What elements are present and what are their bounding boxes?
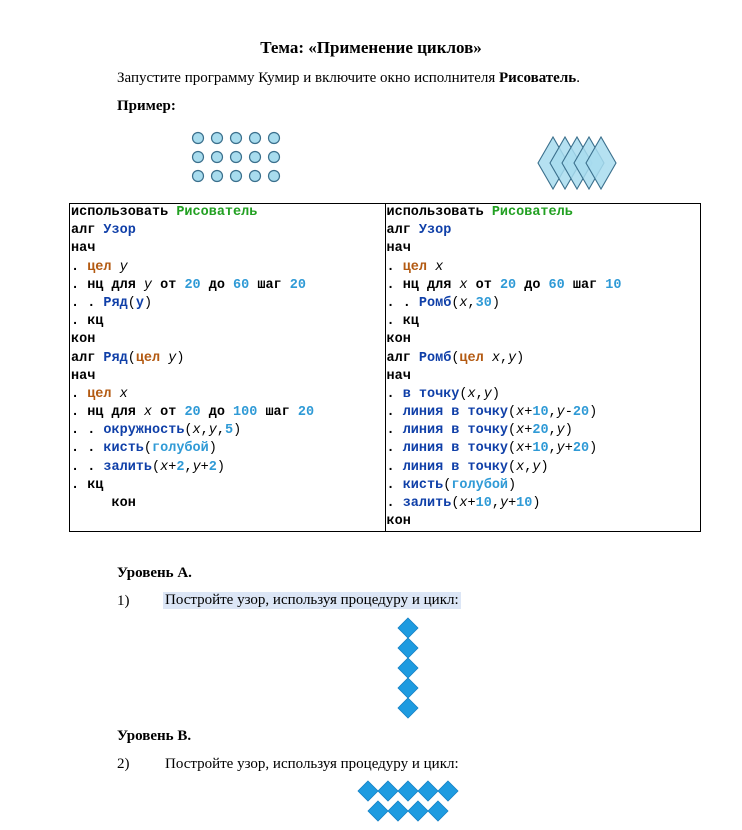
circle [212,171,223,182]
circle-grid [193,133,280,182]
code-token: ) [589,441,598,457]
code-token: x [459,295,468,311]
circle [269,133,280,144]
code-token: . [386,441,403,457]
circle [250,152,261,163]
code-token: . кц [71,314,104,330]
code-token: Узор [103,223,136,239]
code-token: , [491,496,500,511]
code-token: ) [208,441,217,457]
code-token: + [200,459,209,475]
code-token: ( [459,386,468,402]
intro-text [117,70,580,87]
code-token: . [386,259,403,275]
code-token: + [168,459,177,475]
code-token: кон [386,514,411,530]
code-token: залить [402,496,452,511]
code-token: от [467,277,500,293]
diamond [398,638,418,658]
code-line [387,295,701,313]
code-token: алг [386,350,419,366]
code-line [387,368,701,386]
code-token: Рисователь [176,205,258,220]
code-line [71,477,385,495]
code-line [71,277,385,295]
task-2-text: Постройте узор, используя процедуру и цикл: [165,756,459,772]
code-token: x [516,405,525,421]
code-line [387,350,701,368]
code-token: y [135,295,144,311]
code-line [387,422,701,440]
code-line [387,440,701,458]
circle [250,171,261,182]
code-token: . кц [386,314,419,330]
code-line [387,477,701,495]
code-token: y [119,259,128,275]
code-token: 20 [289,277,306,293]
code-token: 2 [208,459,217,475]
code-token: кисть [402,477,444,493]
code-token: алг [71,223,104,239]
code-token: y [192,459,201,475]
code-token: алг [386,223,419,239]
code-token: нач [71,368,96,384]
code-token: линия в точку [402,423,509,439]
code-token: от [152,277,185,293]
code-token: x [467,386,476,402]
code-line [71,350,385,368]
code-line [387,204,701,222]
code-token: ( [443,477,452,493]
diamond [428,801,448,821]
code-line [387,495,701,513]
code-token: до [200,277,234,293]
code-token: ( [127,350,136,366]
diamond [398,698,418,718]
code-token: , [184,459,193,475]
diamond [358,781,378,801]
code-left-lines [71,204,385,513]
code-token: линия в точку [402,441,509,457]
code-token: x [459,496,468,511]
code-token: кисть [103,441,144,457]
code-token: голубой [152,441,209,457]
code-line [71,422,385,440]
code-token: . [386,459,403,475]
code-line [387,513,701,531]
code-token: , [216,423,225,439]
code-token: до [516,277,549,293]
code-token: ( [451,496,460,511]
code-token: 20 [499,277,517,293]
code-token: . [386,386,403,402]
code-right-lines [387,204,701,531]
code-token: шаг [564,277,606,293]
code-token: x [119,386,128,402]
code-token: . . [71,441,104,457]
code-token: + [524,423,533,439]
code-token: ( [508,405,517,421]
code-token: цел [402,259,428,275]
level-a-heading: Уровень А. [117,565,192,581]
code-line [387,459,701,477]
code-token: , [548,423,557,439]
diamond [398,618,418,638]
code-token: . [386,423,403,439]
diamond [398,658,418,678]
circle [231,152,242,163]
code-token: нач [71,241,96,257]
code-line [71,404,385,422]
code-token: кон [386,332,411,348]
code-token: x [491,350,500,366]
diamond [368,801,388,821]
code-line [387,259,701,277]
code-token: . нц для [386,277,460,293]
task-2-figure [356,779,460,825]
code-token: , [548,441,557,457]
code-token: 10 [532,405,549,421]
code-token: залить [103,459,153,475]
code-token: 10 [475,496,492,511]
code-line [71,368,385,386]
code-token: до [200,405,234,421]
circle [212,152,223,163]
diamond [398,678,418,698]
code-token: голубой [451,477,509,493]
code-table [69,203,701,532]
code-token: x [435,259,444,275]
code-token: x [143,405,153,421]
code-line [71,331,385,349]
code-token [112,387,120,402]
code-token: 5 [224,423,234,439]
code-line [387,277,701,295]
task-1-text: Постройте узор, используя процедуру и цикл: [165,592,459,608]
code-token: ) [233,423,242,439]
code-token: ) [589,405,598,421]
code-token: y [208,423,217,439]
page-title: Тема: «Применение циклов» [260,38,482,57]
code-line [71,495,385,513]
circle [212,133,223,144]
code-token: ) [564,423,573,439]
code-token: . . [71,423,104,439]
code-token: 20 [184,277,201,293]
diamond [418,781,438,801]
code-token: 60 [233,277,250,293]
circle [231,171,242,182]
code-token: . [71,386,88,402]
intro-main: Запустите программу Кумир и включите окно исполнителя [117,70,499,86]
code-line [71,386,385,404]
circle [193,133,204,144]
code-token: 60 [548,277,565,293]
code-token: ) [491,386,500,402]
code-token: , [475,386,484,402]
circle [269,152,280,163]
code-token: ( [143,441,153,457]
rhombus-row-example [533,133,619,193]
diamond [408,801,428,821]
code-token: цел [87,386,112,402]
code-line [71,259,385,277]
code-token [427,260,435,275]
code-line [387,222,701,240]
code-token: Узор [418,223,452,239]
code-token: Ромб [418,295,452,311]
code-token: использовать [71,205,177,220]
code-token: x [516,459,525,475]
code-line [71,222,385,240]
code-token: y [556,423,565,439]
code-token: . [71,259,88,275]
example-label: Пример: [117,98,176,114]
code-token: , [467,295,476,311]
circle [231,133,242,144]
code-token: y [499,496,509,511]
code-token: ) [176,350,185,366]
code-line [71,240,385,258]
code-token: Ряд [103,350,128,366]
code-token: . . [71,459,104,475]
code-token: кон [71,496,136,511]
code-token: . [386,496,403,511]
code-token: ( [127,295,136,311]
code-token: . . [386,295,419,311]
code-token: 20 [532,423,549,439]
code-token: . [386,477,403,493]
code-token: y [556,441,565,457]
code-token: x [516,441,525,457]
code-token: в точку [402,386,460,402]
code-token: цел [135,350,161,366]
task-2-number: 2) [117,756,130,772]
code-token: ) [508,477,517,493]
code-line [387,404,701,422]
code-token: нач [386,368,411,384]
code-token: y [483,386,492,402]
task-1-figure [395,616,421,720]
code-token: кон [71,332,96,348]
code-token: + [467,496,476,511]
code-right [385,204,701,532]
code-token: - [564,405,573,421]
code-token: y [532,459,541,475]
code-token: x [459,277,468,293]
code-token: . [386,405,403,421]
level-b-heading: Уровень В. [117,728,192,744]
code-token: 20 [572,405,590,421]
code-token: алг [71,350,104,366]
circle [193,152,204,163]
code-token: 100 [233,405,258,421]
code-token: от [152,405,185,421]
code-token: 10 [605,277,622,293]
code-token: x [160,459,169,475]
code-token: 20 [572,441,590,457]
code-token: ) [532,496,541,511]
code-token: ( [451,350,460,366]
code-line [387,313,701,331]
circle [193,171,204,182]
code-token: y [556,405,565,421]
code-line [71,313,385,331]
code-token: ( [508,441,517,457]
code-token: ( [451,295,460,311]
code-line [71,459,385,477]
code-line [387,240,701,258]
code-token: цел [459,350,484,366]
diamond [378,781,398,801]
code-token: , [548,405,557,421]
code-token [112,260,120,275]
code-token: шаг [257,405,298,421]
code-token: 20 [184,405,201,421]
code-token: ) [143,295,153,311]
circle [250,133,261,144]
code-token: ( [508,423,517,439]
code-token: ) [540,459,549,475]
code-token: ( [152,459,161,475]
code-token: , [499,350,509,366]
code-token: 10 [532,441,549,457]
intro-end: . [576,70,580,86]
code-token: . . [71,295,104,311]
code-token: линия в точку [402,405,509,421]
code-token: 10 [516,496,533,511]
code-token: y [168,350,177,366]
code-token: использовать [386,205,492,220]
code-token: x [516,423,525,439]
code-token: + [524,441,533,457]
diamond [438,781,458,801]
code-token: окружность [103,423,185,439]
code-token [484,351,492,366]
code-token: 20 [297,405,315,421]
code-token: ) [516,350,525,366]
code-token: ) [216,459,225,475]
code-token: . нц для [71,405,144,421]
code-token: , [200,423,209,439]
code-token: + [508,496,517,511]
code-token: x [192,423,201,439]
code-token: 30 [475,295,492,311]
code-left [70,204,386,532]
code-token: ( [184,423,193,439]
code-token: ( [508,459,517,475]
code-token: цел [87,259,112,275]
intro-executor: Рисователь [499,70,577,86]
code-line [387,331,701,349]
circle [269,171,280,182]
code-token: линия в точку [402,459,509,475]
code-line [71,295,385,313]
code-token: y [508,350,517,366]
code-token: . кц [71,477,104,493]
code-token: . нц для [71,277,144,293]
diamond [388,801,408,821]
code-token: Ряд [103,295,128,311]
code-line [71,204,385,222]
code-token: Ромб [418,350,452,366]
code-token: + [524,405,533,421]
code-line [71,440,385,458]
code-token: + [564,441,573,457]
circle-grid-example [190,128,290,186]
code-token: , [524,459,533,475]
code-token: нач [386,241,411,257]
code-token: Рисователь [491,205,573,220]
task-1-number: 1) [117,593,130,609]
code-line [387,386,701,404]
code-token: ) [491,295,500,311]
code-token: шаг [249,277,290,293]
code-token: y [143,277,153,293]
diamond [398,781,418,801]
code-token: 2 [176,459,185,475]
